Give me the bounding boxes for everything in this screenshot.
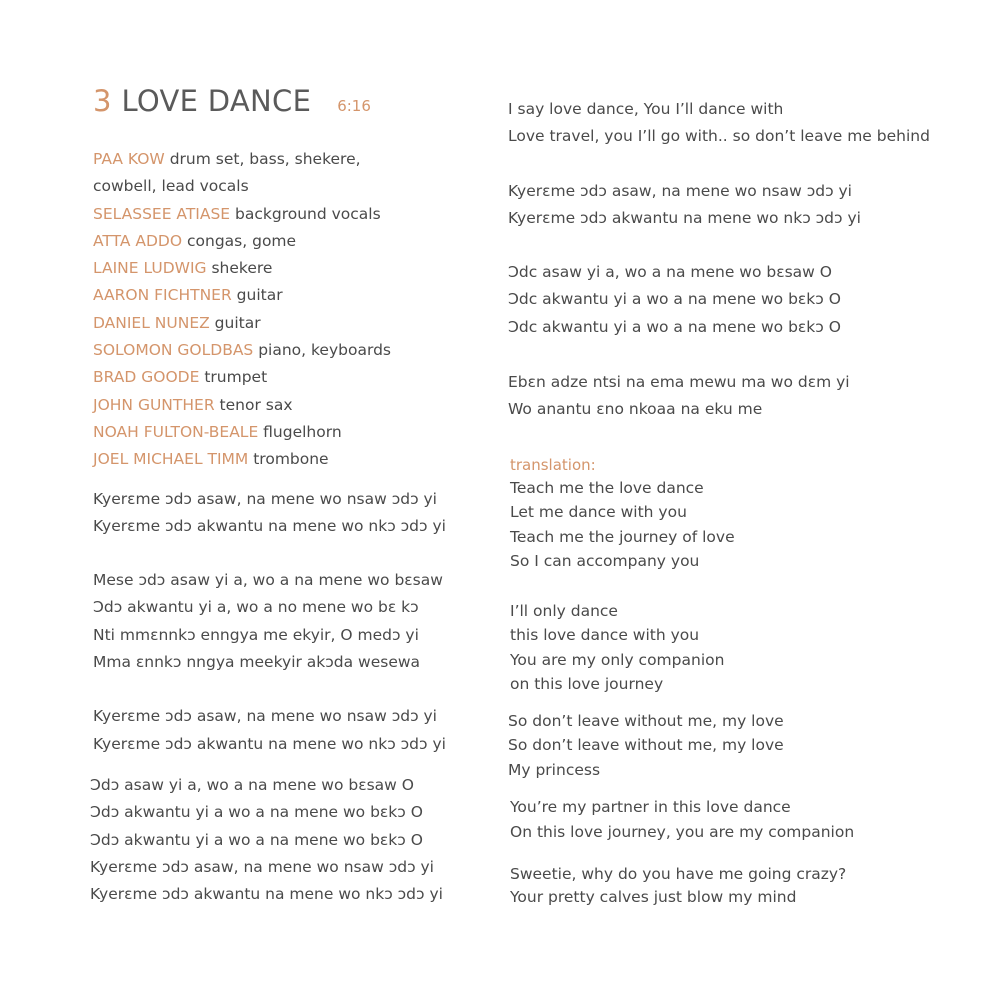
translation-label: translation: [510, 455, 596, 474]
musician-name: JOHN GUNTHER [93, 395, 215, 414]
lyric-line: Ɔdc asaw yi a, wo a na mene wo bɛsaw O [508, 263, 832, 282]
lyric-line: Kyerɛme ɔdɔ akwantu na mene wo nkɔ ɔdɔ yi [93, 516, 446, 535]
translation-stanza [510, 476, 978, 574]
credit-line [93, 392, 493, 419]
lyric-line: Love travel, you I’ll go with.. so don’t leave me behind [508, 127, 930, 146]
musician-name: ATTA ADDO [93, 231, 183, 250]
translation-line: Teach me the love dance [510, 478, 704, 497]
lyric-stanza [508, 178, 978, 233]
lyric-line: Ɔdɔ asaw yi a, wo a na mene wo bɛsaw O [90, 775, 414, 794]
lyric-line: Ebɛn adze ntsi na ema mewu ma wo dɛm yi [508, 373, 850, 392]
lyric-stanza [508, 369, 978, 424]
credit-line [93, 201, 493, 228]
lyric-stanza [93, 567, 493, 676]
translation-line: this love dance with you [510, 626, 700, 645]
credit-line [93, 282, 493, 309]
credit-line [93, 337, 493, 364]
musician-role: congas, gome [182, 231, 297, 250]
musician-name: AARON FICHTNER [93, 286, 232, 305]
musician-role: trumpet [199, 368, 268, 387]
translation-stanza [508, 709, 978, 783]
lyric-line: Mma ɛnnkɔ nngya meekyir akɔda wesewa [93, 653, 421, 672]
lyrics-right [508, 96, 978, 424]
lyric-line: Kyerɛme ɔdɔ akwantu na mene wo nkɔ ɔdɔ yi [93, 734, 446, 753]
credits-list [93, 146, 493, 474]
translation-section [510, 454, 978, 910]
lyrics-left [90, 486, 493, 909]
musician-name: SOLOMON GOLDBAS [93, 341, 254, 360]
lyric-line: Ɔdc akwantu yi a wo a na mene wo bɛkɔ O [508, 290, 841, 309]
translation-stanza [510, 599, 978, 697]
lyric-line: Kyerɛme ɔdɔ asaw, na mene wo nsaw ɔdɔ yi [93, 707, 437, 726]
lyric-stanza [508, 96, 978, 151]
lyric-line: Nti mmɛnnkɔ enngya me ekyir, O medɔ yi [93, 625, 419, 644]
musician-name: BRAD GOODE [93, 368, 200, 387]
translation-line: You’re my partner in this love dance [510, 798, 791, 817]
translation-line: I’ll only dance [510, 601, 618, 620]
translation-line: Your pretty calves just blow my mind [510, 887, 797, 906]
musician-role: cowbell, lead vocals [93, 177, 249, 196]
lyric-line: Kyerɛme ɔdɔ asaw, na mene wo nsaw ɔdɔ yi [90, 857, 434, 876]
lyric-line: Ɔdɔ akwantu yi a, wo a no mene wo bɛ kɔ [93, 598, 419, 617]
lyric-stanza [93, 486, 493, 541]
translation-line: Teach me the journey of love [510, 527, 735, 546]
lyric-line: Wo anantu ɛno nkoaa na eku me [508, 400, 763, 419]
musician-role: flugelhorn [258, 422, 342, 441]
translation-line: So I can accompany you [510, 552, 700, 571]
musician-name: JOEL MICHAEL TIMM [93, 450, 249, 469]
translation-line: You are my only companion [510, 650, 725, 669]
translation-line: On this love journey, you are my companion [510, 822, 855, 841]
credit-line [93, 419, 493, 446]
translation-line: Let me dance with you [510, 503, 687, 522]
credit-line [93, 446, 493, 473]
translation-line: So don’t leave without me, my love [508, 736, 784, 755]
credit-line [93, 173, 493, 200]
musician-name: PAA KOW [93, 150, 165, 168]
credit-line [93, 228, 493, 255]
lyric-line: I say love dance, You I’ll dance with [508, 100, 784, 118]
musician-name: LAINE LUDWIG [93, 259, 207, 278]
lyric-line: Kyerɛme ɔdɔ asaw, na mene wo nsaw ɔdɔ yi [93, 489, 437, 508]
lyric-stanza [90, 772, 493, 908]
lyric-line: Ɔdɔ akwantu yi a wo a na mene wo bɛkɔ O [90, 830, 423, 849]
credit-line [93, 255, 493, 282]
translation-line: So don’t leave without me, my love [508, 711, 784, 730]
lyric-stanza [508, 259, 978, 341]
musician-role: drum set, bass, shekere, [164, 150, 361, 168]
musician-role: background vocals [230, 204, 381, 223]
musician-name: SELASSEE ATIASE [93, 204, 231, 223]
lyric-stanza [93, 703, 493, 758]
lyric-line: Ɔdc akwantu yi a wo a na mene wo bɛkɔ O [508, 317, 841, 336]
translation-line: Sweetie, why do you have me going crazy? [510, 865, 847, 884]
credit-line [93, 146, 493, 173]
track-header [93, 84, 493, 124]
musician-role: piano, keyboards [253, 341, 391, 360]
right-column [508, 96, 978, 909]
musician-role: trombone [248, 450, 329, 469]
translation-stanza [510, 862, 978, 909]
left-column [90, 84, 493, 908]
musician-name: NOAH FULTON-BEALE [93, 422, 259, 441]
musician-role: guitar [231, 286, 283, 305]
credit-line [93, 310, 493, 337]
lyric-line: Ɔdɔ akwantu yi a wo a na mene wo bɛkɔ O [90, 803, 423, 822]
lyric-line: Kyerɛme ɔdɔ asaw, na mene wo nsaw ɔdɔ yi [508, 181, 852, 200]
lyric-line: Kyerɛme ɔdɔ akwantu na mene wo nkɔ ɔdɔ yi [90, 885, 443, 904]
musician-name: DANIEL NUNEZ [93, 313, 210, 332]
musician-role: shekere [206, 259, 273, 278]
lyric-line: Kyerɛme ɔdɔ akwantu na mene wo nkɔ ɔdɔ yi [508, 208, 861, 227]
track-title: LOVE DANCE [121, 84, 312, 118]
translation-line: My princess [508, 760, 601, 779]
track-number: 3 [93, 84, 112, 118]
credit-line [93, 364, 493, 391]
lyric-line: Mese ɔdɔ asaw yi a, wo a na mene wo bɛsaw [93, 571, 443, 590]
translation-line: on this love journey [510, 675, 664, 694]
track-duration: 6:16 [337, 97, 371, 115]
translation-stanza [510, 795, 978, 844]
musician-role: guitar [209, 313, 261, 332]
musician-role: tenor sax [214, 395, 293, 414]
